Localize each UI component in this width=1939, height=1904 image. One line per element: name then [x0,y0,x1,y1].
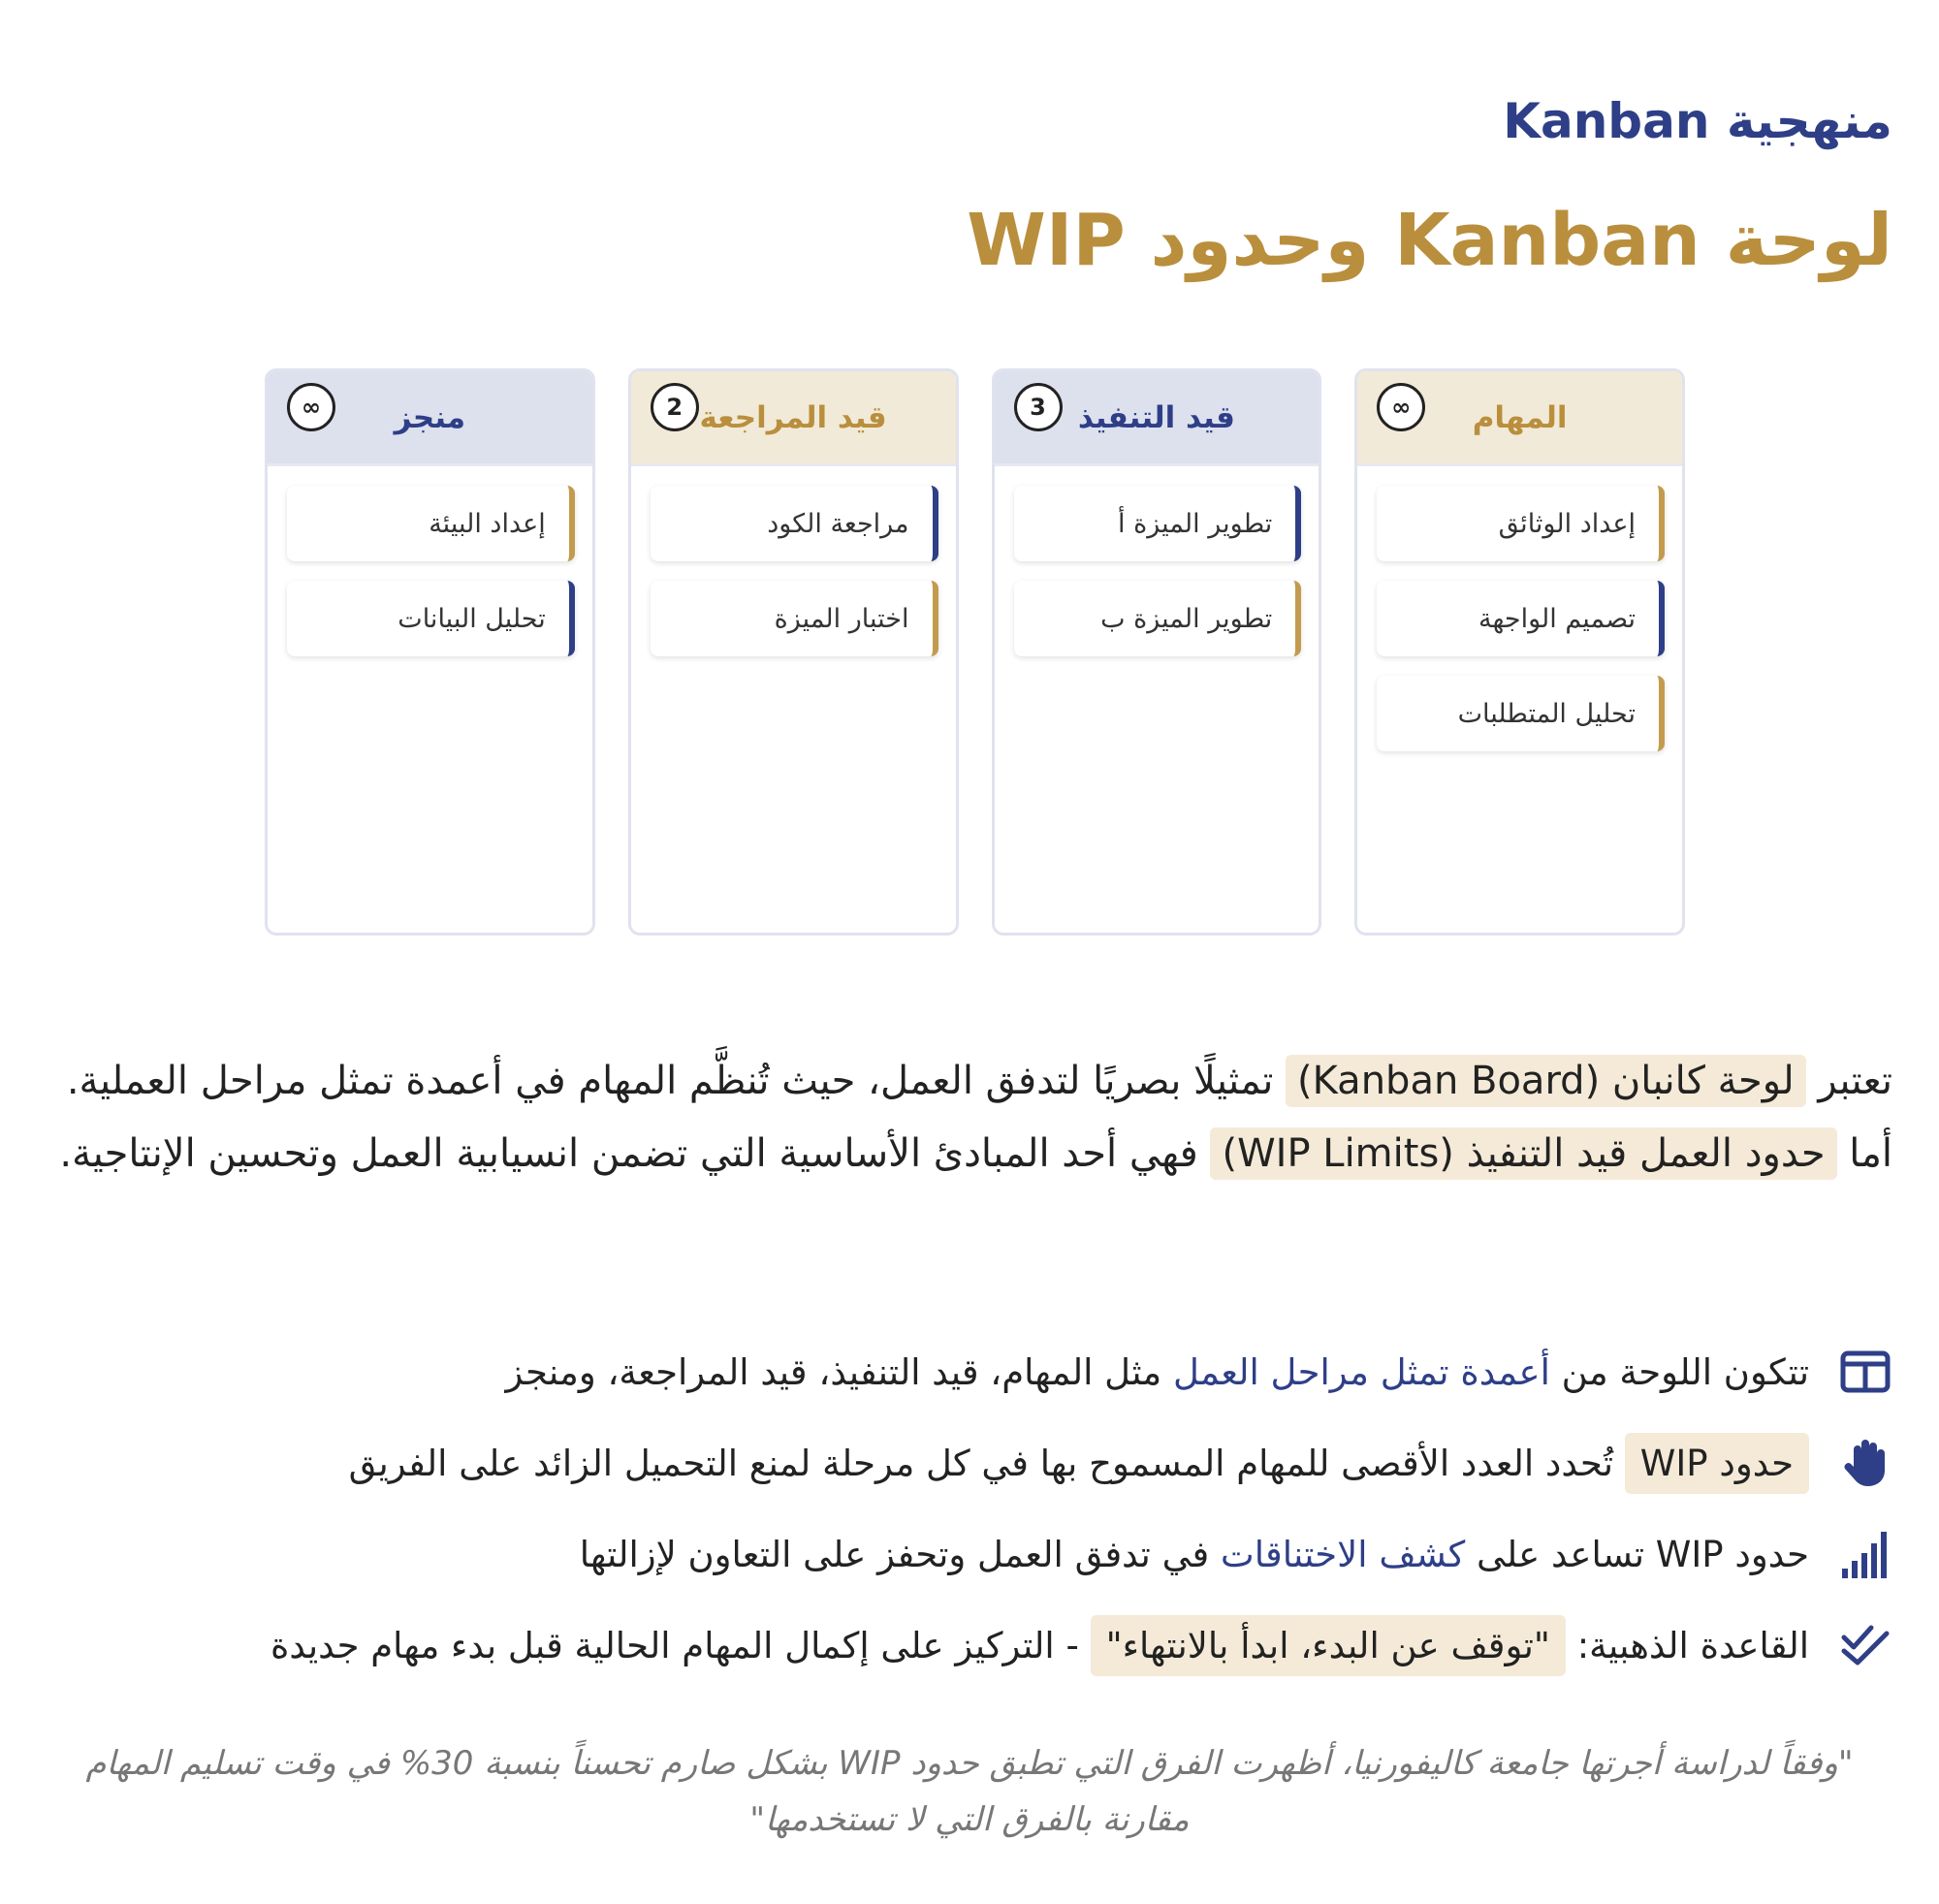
emphasis-text: أعمدة تمثل مراحل العمل [1172,1350,1550,1393]
page-title: لوحة Kanban وحدود WIP [967,199,1892,282]
highlight-wip-limits: حدود WIP [1625,1433,1809,1494]
bullet-text: تُحدد العدد الأقصى للمهام المسموح بها في كل مرحلة لمنع التحميل الزائد على الفريق [348,1442,1614,1484]
research-quote: "وفقاً لدراسة أجرتها جامعة كاليفورنيا، أظهرت الفرق التي تطبق حدود WIP بشكل صارم تحسناً بنسبة 30% في وقت تسليم المهام مقارنة بالفرق التي لا تستخدمها" [85,1744,1854,1839]
task-card[interactable]: إعداد الوثائق [1377,486,1665,561]
column-title: قيد التنفيذ [1077,400,1235,435]
list-item [50,1417,1892,1508]
column-title: قيد المراجعة [699,400,887,435]
task-card[interactable]: تحليل المتطلبات [1377,676,1665,751]
task-card[interactable]: تحليل البيانات [287,581,575,656]
bullet-text: في تدفق العمل وتحفز على التعاون لإزالتها [579,1533,1210,1575]
bullet-text: تتكون اللوحة من [1561,1350,1809,1393]
task-card[interactable]: تطوير الميزة أ [1014,486,1302,561]
task-card[interactable]: إعداد البيئة [287,486,575,561]
column-tasks [1354,368,1685,936]
bullet-text: - التركيز على إكمال المهام الحالية قبل بدء مهام جديدة [270,1624,1079,1666]
task-card[interactable]: مراجعة الكود [651,486,938,561]
kanban-board [265,368,1685,940]
column-header [268,371,592,466]
column-header [631,371,956,466]
highlight-kanban-board: لوحة كانبان (Kanban Board) [1286,1055,1806,1107]
wip-limit-badge: ∞ [1377,383,1425,431]
columns-icon [1838,1345,1892,1399]
intro-text: تعتبر [1818,1059,1892,1103]
intro-paragraph [50,1045,1892,1190]
column-in-review [628,368,959,936]
bullet-text: مثل المهام، قيد التنفيذ، قيد المراجعة، ومنجز [505,1350,1162,1393]
column-header [995,371,1319,466]
task-card[interactable]: اختبار الميزة [651,581,938,656]
column-title: منجز [394,400,466,435]
list-item [50,1326,1892,1417]
column-title: المهام [1472,400,1568,435]
emphasis-text: كشف الاختناقات [1220,1533,1466,1575]
golden-rule-highlight: "توقف عن البدء، ابدأ بالانتهاء" [1091,1615,1566,1676]
bullet-text: حدود WIP تساعد على [1477,1533,1809,1575]
intro-text: فهي أحد المبادئ الأساسية التي تضمن انسيابية العمل وتحسين الإنتاجية. [59,1131,1198,1176]
wip-limit-badge: ∞ [287,383,335,431]
list-item [50,1600,1892,1691]
intro-text: تمثيلًا بصريًا لتدفق العمل، حيث تُنظَّم المهام في أعمدة تمثل مراحل العملية. أما [66,1059,1892,1176]
column-done [265,368,595,936]
hand-icon [1838,1436,1892,1490]
highlight-wip-limits: حدود العمل قيد التنفيذ (WIP Limits) [1210,1127,1836,1180]
section-kicker: منهجية Kanban [1503,93,1892,149]
column-header [1357,371,1682,466]
list-item [50,1508,1892,1600]
task-card[interactable]: تطوير الميزة ب [1014,581,1302,656]
bullet-text: القاعدة الذهبية: [1576,1624,1809,1666]
wip-limit-badge: 2 [651,383,699,431]
task-card[interactable]: تصميم الواجهة [1377,581,1665,656]
wip-limit-badge: 3 [1014,383,1063,431]
key-points-list [50,1326,1892,1691]
bar-chart-icon [1838,1527,1892,1581]
check-double-icon [1838,1618,1892,1672]
column-in-progress [992,368,1322,936]
